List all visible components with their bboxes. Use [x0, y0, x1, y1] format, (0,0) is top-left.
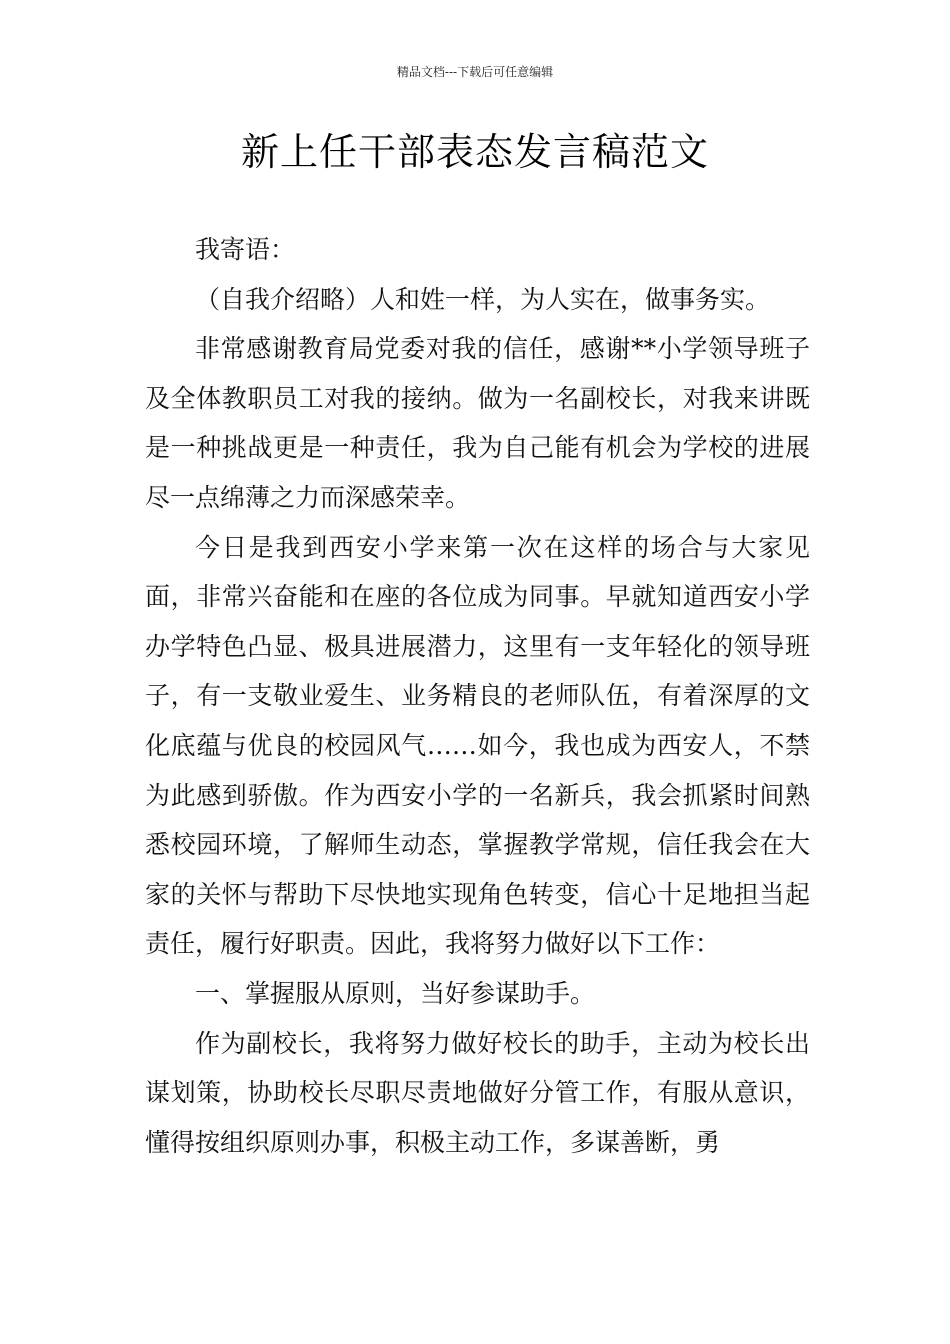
paragraph-greeting: 我寄语：	[195, 235, 296, 264]
document-body	[145, 225, 810, 1167]
page-header-note: 精品文档---下载后可任意编辑	[396, 65, 554, 79]
paragraph-first-meeting: 今日是我到西安小学来第一次在这样的场合与大家见面，非常兴奋能和在座的各位成为同事。早就知道西安小学办学特色凸显、极具进展潜力，这里有一支年轻化的领导班子，有一支敬业爱生、业务精良的老师队伍，有着深厚的文化底蕴与优良的校园风气……如今，我也成为西安人，不禁为此感到骄傲。作为西安小学的一名新兵，我会抓紧时间熟悉校园环境，了解师生动态，掌握教学常规，信任我会在大家的关怀与帮助下尽快地实现角色转变，信心十足地担当起责任，履行好职责。因此，我将努力做好以下工作：	[145, 532, 810, 959]
paragraph-self-intro: （自我介绍略）人和姓一样，为人实在，做事务实。	[195, 284, 771, 314]
paragraph-thanks: 非常感谢教育局党委对我的信任，感谢**小学领导班子及全体教职员工对我的接纳。做为一名副校长，对我来讲既是一种挑战更是一种责任，我为自己能有机会为学校的进展尽一点绵薄之力而深感荣幸。	[145, 334, 810, 512]
paragraph-section-heading-1: 一、掌握服从原则，当好参谋助手。	[195, 978, 596, 1008]
paragraph-vice-principal-duty: 作为副校长，我将努力做好校长的助手，主动为校长出谋划策，协助校长尽职尽责地做好分管工作，有服从意识，懂得按组织原则办事，积极主动工作，多谋善断，勇	[145, 1028, 810, 1157]
document-title: 新上任干部表态发言稿范文	[240, 130, 709, 174]
